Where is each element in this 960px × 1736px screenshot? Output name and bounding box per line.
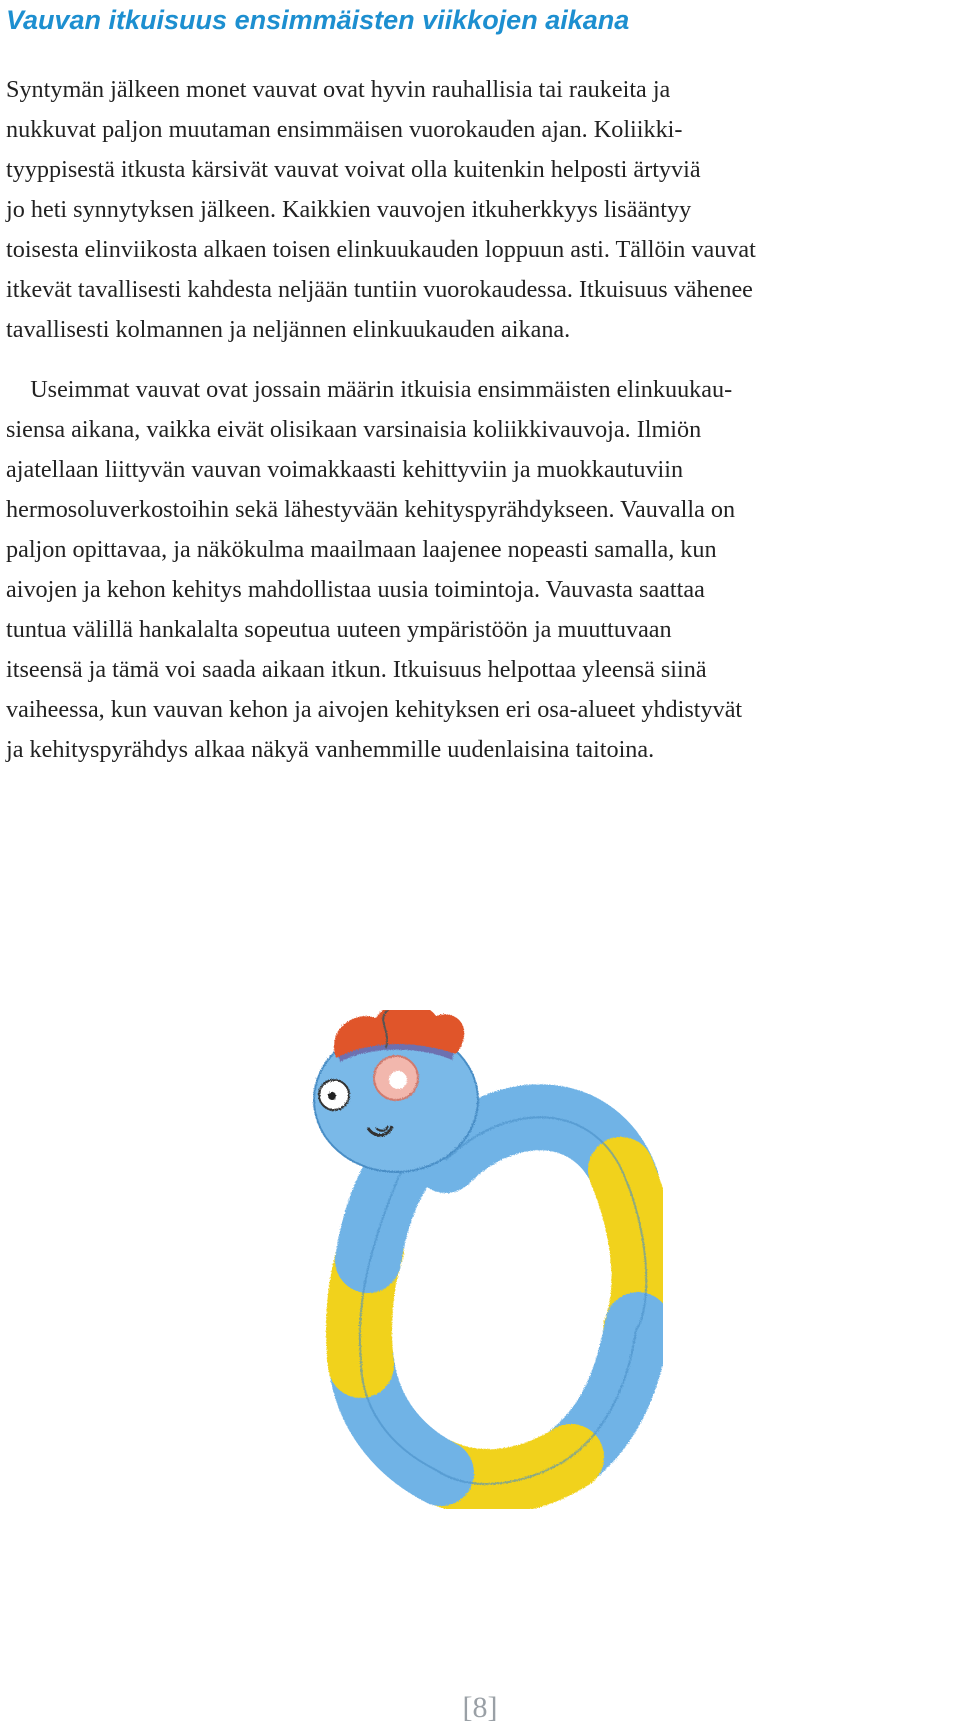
paragraph-line: itkevät tavallisesti kahdesta neljään tuntiin vuorokaudessa. Itkuisuus vähenee xyxy=(6,276,753,303)
paragraph-line: tyyppisestä itkusta kärsivät vauvat voivat olla kuitenkin helposti ärtyviä xyxy=(6,156,701,183)
paragraph-line: paljon opittavaa, ja näkökulma maailmaan laajenee nopeasti samalla, kun xyxy=(6,536,717,563)
page-number: [8] xyxy=(462,1691,498,1724)
paragraph-line: siensa aikana, vaikka eivät olisikaan varsinaisia koliikkivauvoja. Ilmiön xyxy=(6,416,702,443)
paragraph-line: vaiheessa, kun vauvan kehon ja aivojen kehityksen eri osa-alueet yhdistyvät xyxy=(6,696,743,723)
paragraph-line: tavallisesti kolmannen ja neljännen elinkuukauden aikana. xyxy=(6,316,571,343)
paragraph-1 xyxy=(6,70,956,350)
paragraph-line: toisesta elinviikosta alkaen toisen elinkuukauden loppuun asti. Tällöin vauvat xyxy=(6,236,756,263)
paragraph-line: ja kehityspyrähdys alkaa näkyä vanhemmille uudenlaisina taitoina. xyxy=(6,736,655,763)
paragraph-line: Useimmat vauvat ovat jossain määrin itkuisia ensimmäisten elinkuukau- xyxy=(6,376,733,403)
paragraph-line: aivojen ja kehon kehitys mahdollistaa uusia toimintoja. Vauvasta saattaa xyxy=(6,576,705,603)
paragraph-2 xyxy=(6,370,956,770)
paragraph-line: Syntymän jälkeen monet vauvat ovat hyvin rauhallisia tai raukeita ja xyxy=(6,76,671,103)
paragraph-line: nukkuvat paljon muutaman ensimmäisen vuorokauden ajan. Koliikki- xyxy=(6,116,683,143)
striped-worm-drawing-icon xyxy=(296,1010,716,1570)
section-heading: Vauvan itkuisuus ensimmäisten viikkojen aikana xyxy=(6,5,630,35)
paragraph-line: jo heti synnytyksen jälkeen. Kaikkien vauvojen itkuherkkyys lisääntyy xyxy=(6,196,692,223)
paragraph-line: hermosoluverkostoihin sekä lähestyvään kehityspyrähdykseen. Vauvalla on xyxy=(6,496,736,523)
paragraph-line: tuntua välillä hankalalta sopeutua uuteen ympäristöön ja muuttuvaan xyxy=(6,616,672,643)
paragraph-line: itseensä ja tämä voi saada aikaan itkun. Itkuisuus helpottaa yleensä siinä xyxy=(6,656,707,683)
paragraph-line: ajatellaan liittyvän vauvan voimakkaasti kehittyviin ja muokkautuviin xyxy=(6,456,684,483)
